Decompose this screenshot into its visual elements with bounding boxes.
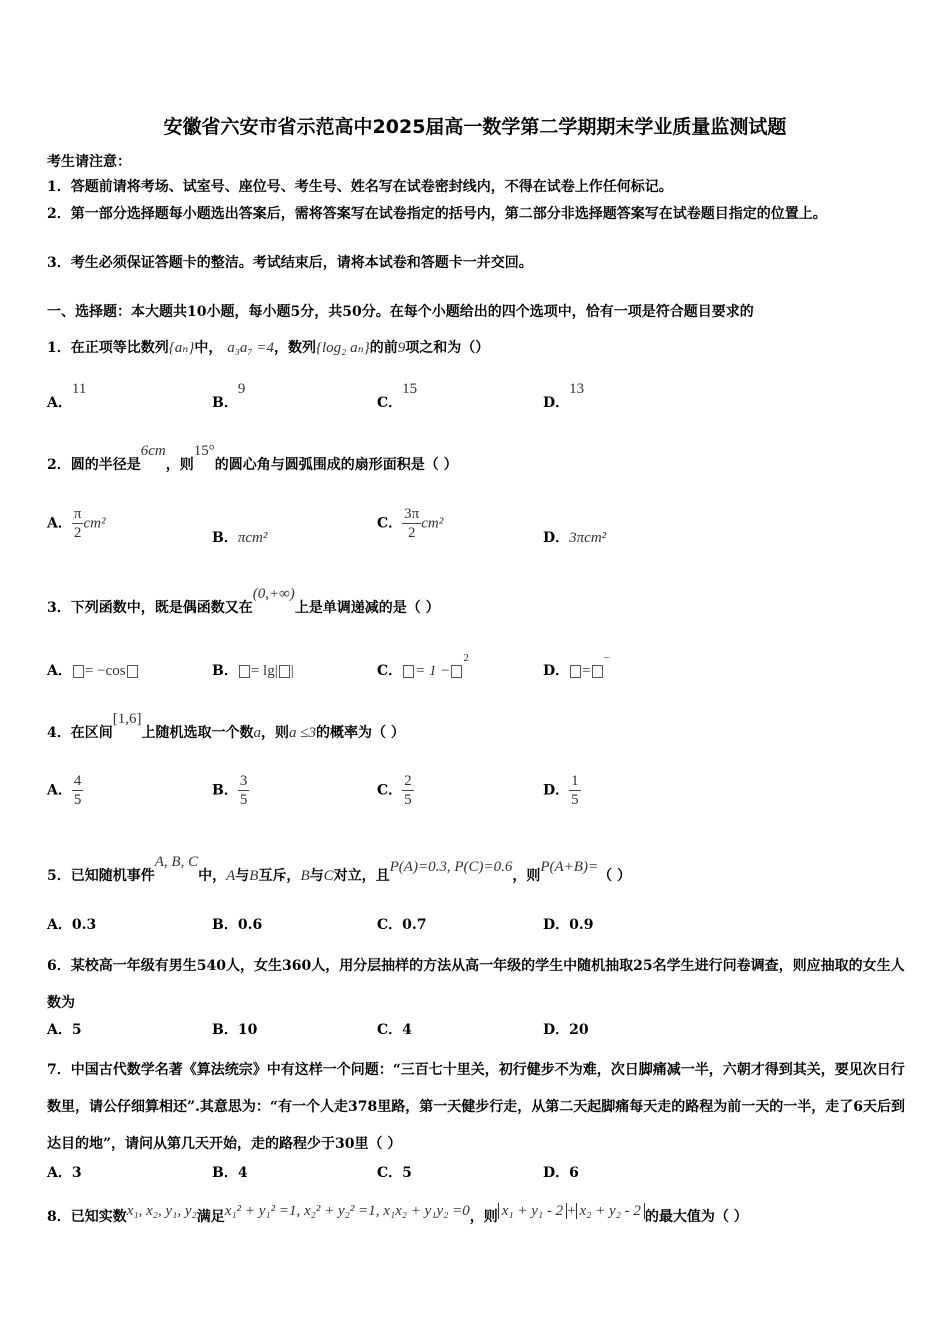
q4-option-a[interactable]: A． $\frac{4}{5}$ bbox=[47, 773, 82, 808]
notice-heading: 考生请注意： bbox=[47, 154, 131, 170]
question-4: 4．在区间[1,6]上随机选取一个数a，则a ≤3的概率为（ ） bbox=[47, 711, 405, 741]
question-3: 3．下列函数中，既是偶函数又在(0,+∞)上是单调递减的是（ ） bbox=[47, 586, 440, 616]
q7-option-c[interactable]: C．5 bbox=[377, 1165, 412, 1181]
q7-option-d[interactable]: D．6 bbox=[543, 1165, 579, 1181]
question-5: 5．已知随机事件A, B, C中，A与B互斥，B与C对立，且P(A)=0.3, P(C)=0.6，则P(A+B)=（ ） bbox=[47, 854, 631, 884]
q1-option-b[interactable]: B．9 bbox=[212, 381, 246, 411]
q5-option-b[interactable]: B．0.6 bbox=[212, 917, 263, 933]
missing-glyph-icon bbox=[570, 665, 581, 678]
q4-option-c[interactable]: C． $\frac{2}{5}$ bbox=[377, 773, 412, 808]
q1-option-d[interactable]: D．13 bbox=[543, 381, 585, 411]
q2-option-b[interactable]: B．πcm² bbox=[212, 530, 268, 546]
q5-option-c[interactable]: C．0.7 bbox=[377, 917, 427, 933]
notice-item-2: 2．第一部分选择题每小题选出答案后，需将答案写在试卷指定的括号内，第二部分非选择题答案写在试卷题目指定的位置上。 bbox=[47, 206, 827, 222]
q2-option-d[interactable]: D．3πcm² bbox=[543, 530, 607, 546]
missing-glyph-icon bbox=[279, 665, 290, 678]
q6-option-c[interactable]: C．4 bbox=[377, 1022, 412, 1038]
missing-glyph-icon bbox=[127, 665, 138, 678]
q3-option-b[interactable]: B． = lg| | bbox=[212, 663, 294, 679]
missing-glyph-icon bbox=[239, 665, 250, 678]
question-1: 1．在正项等比数列{aₙ}中， a₃a₇ =4，数列{log₂ aₙ}的前9项之和为（） bbox=[47, 340, 490, 356]
q6-option-a[interactable]: A．5 bbox=[47, 1022, 82, 1038]
q2-option-a[interactable]: A． $\frac{\pi}{2}$ cm² bbox=[47, 506, 106, 541]
missing-glyph-icon bbox=[451, 665, 462, 678]
q7-option-b[interactable]: B．4 bbox=[212, 1165, 248, 1181]
notice-item-1: 1．答题前请将考场、试室号、座位号、考生号、姓名写在试卷密封线内，不得在试卷上作任何标记。 bbox=[47, 179, 673, 195]
page-title: 安徽省六安市省示范高中2025届高一数学第二学期期末学业质量监测试题 bbox=[163, 116, 787, 138]
missing-glyph-icon bbox=[403, 665, 414, 678]
q6-option-d[interactable]: D．20 bbox=[543, 1022, 589, 1038]
missing-glyph-icon bbox=[73, 665, 84, 678]
section-heading: 一、选择题：本大题共10小题，每小题5分，共50分。在每个小题给出的四个选项中，恰有一项是符合题目要求的 bbox=[47, 304, 754, 320]
q3-option-c[interactable]: C． = 1 −$^2$ bbox=[377, 652, 469, 679]
q4-option-d[interactable]: D． $\frac{1}{5}$ bbox=[543, 773, 579, 808]
notice-item-3: 3．考生必须保证答题卡的整洁。考试结束后，请将本试卷和答题卡一并交回。 bbox=[47, 255, 533, 271]
q6-option-b[interactable]: B．10 bbox=[212, 1022, 258, 1038]
q5-option-a[interactable]: A．0.3 bbox=[47, 917, 97, 933]
question-7: 7．中国古代数学名著《算法统宗》中有这样一个问题：“三百七十里关，初行健步不为难，次日脚痛减一半，六朝才得到其关，要见次日行数里，请公仔细算相还”.其意思为：“有一个人走378里路，第一天健步行走，从第二天起脚痛每天走的路程为前一天的一半，走了6天后到达目的地”，请问从第几天开始，走的路程少于30里（ ） bbox=[47, 1062, 905, 1152]
q1-option-a[interactable]: A．11 bbox=[47, 381, 87, 411]
missing-glyph-icon bbox=[592, 665, 603, 678]
q2-option-c[interactable]: C． $\frac{3\pi}{2}$ cm² bbox=[377, 506, 444, 541]
question-8: 8．已知实数x₁, x₂, y₁, y₂满足x₁² + y₁² =1, x₂² + y₂² =1, x₁x₂ + y₁y₂ =0，则 x₁ + y₁ - 2 + x₂ + y₂ - 2 的最大值为（ ） bbox=[47, 1203, 748, 1225]
q3-option-d[interactable]: D． =− bbox=[543, 652, 610, 679]
q7-option-a[interactable]: A．3 bbox=[47, 1165, 82, 1181]
question-2: 2．圆的半径是6cm，则15°的圆心角与圆弧围成的扇形面积是（ ） bbox=[47, 443, 458, 473]
q1-option-c[interactable]: C．15 bbox=[377, 381, 418, 411]
q5-option-d[interactable]: D．0.9 bbox=[543, 917, 594, 933]
q3-option-a[interactable]: A． = −cos bbox=[47, 660, 139, 680]
q4-option-b[interactable]: B． $\frac{3}{5}$ bbox=[212, 773, 248, 808]
question-6: 6．某校高一年级有男生540人，女生360人，用分层抽样的方法从高一年级的学生中随机抽取25名学生进行问卷调查，则应抽取的女生人数为 bbox=[47, 958, 905, 1011]
